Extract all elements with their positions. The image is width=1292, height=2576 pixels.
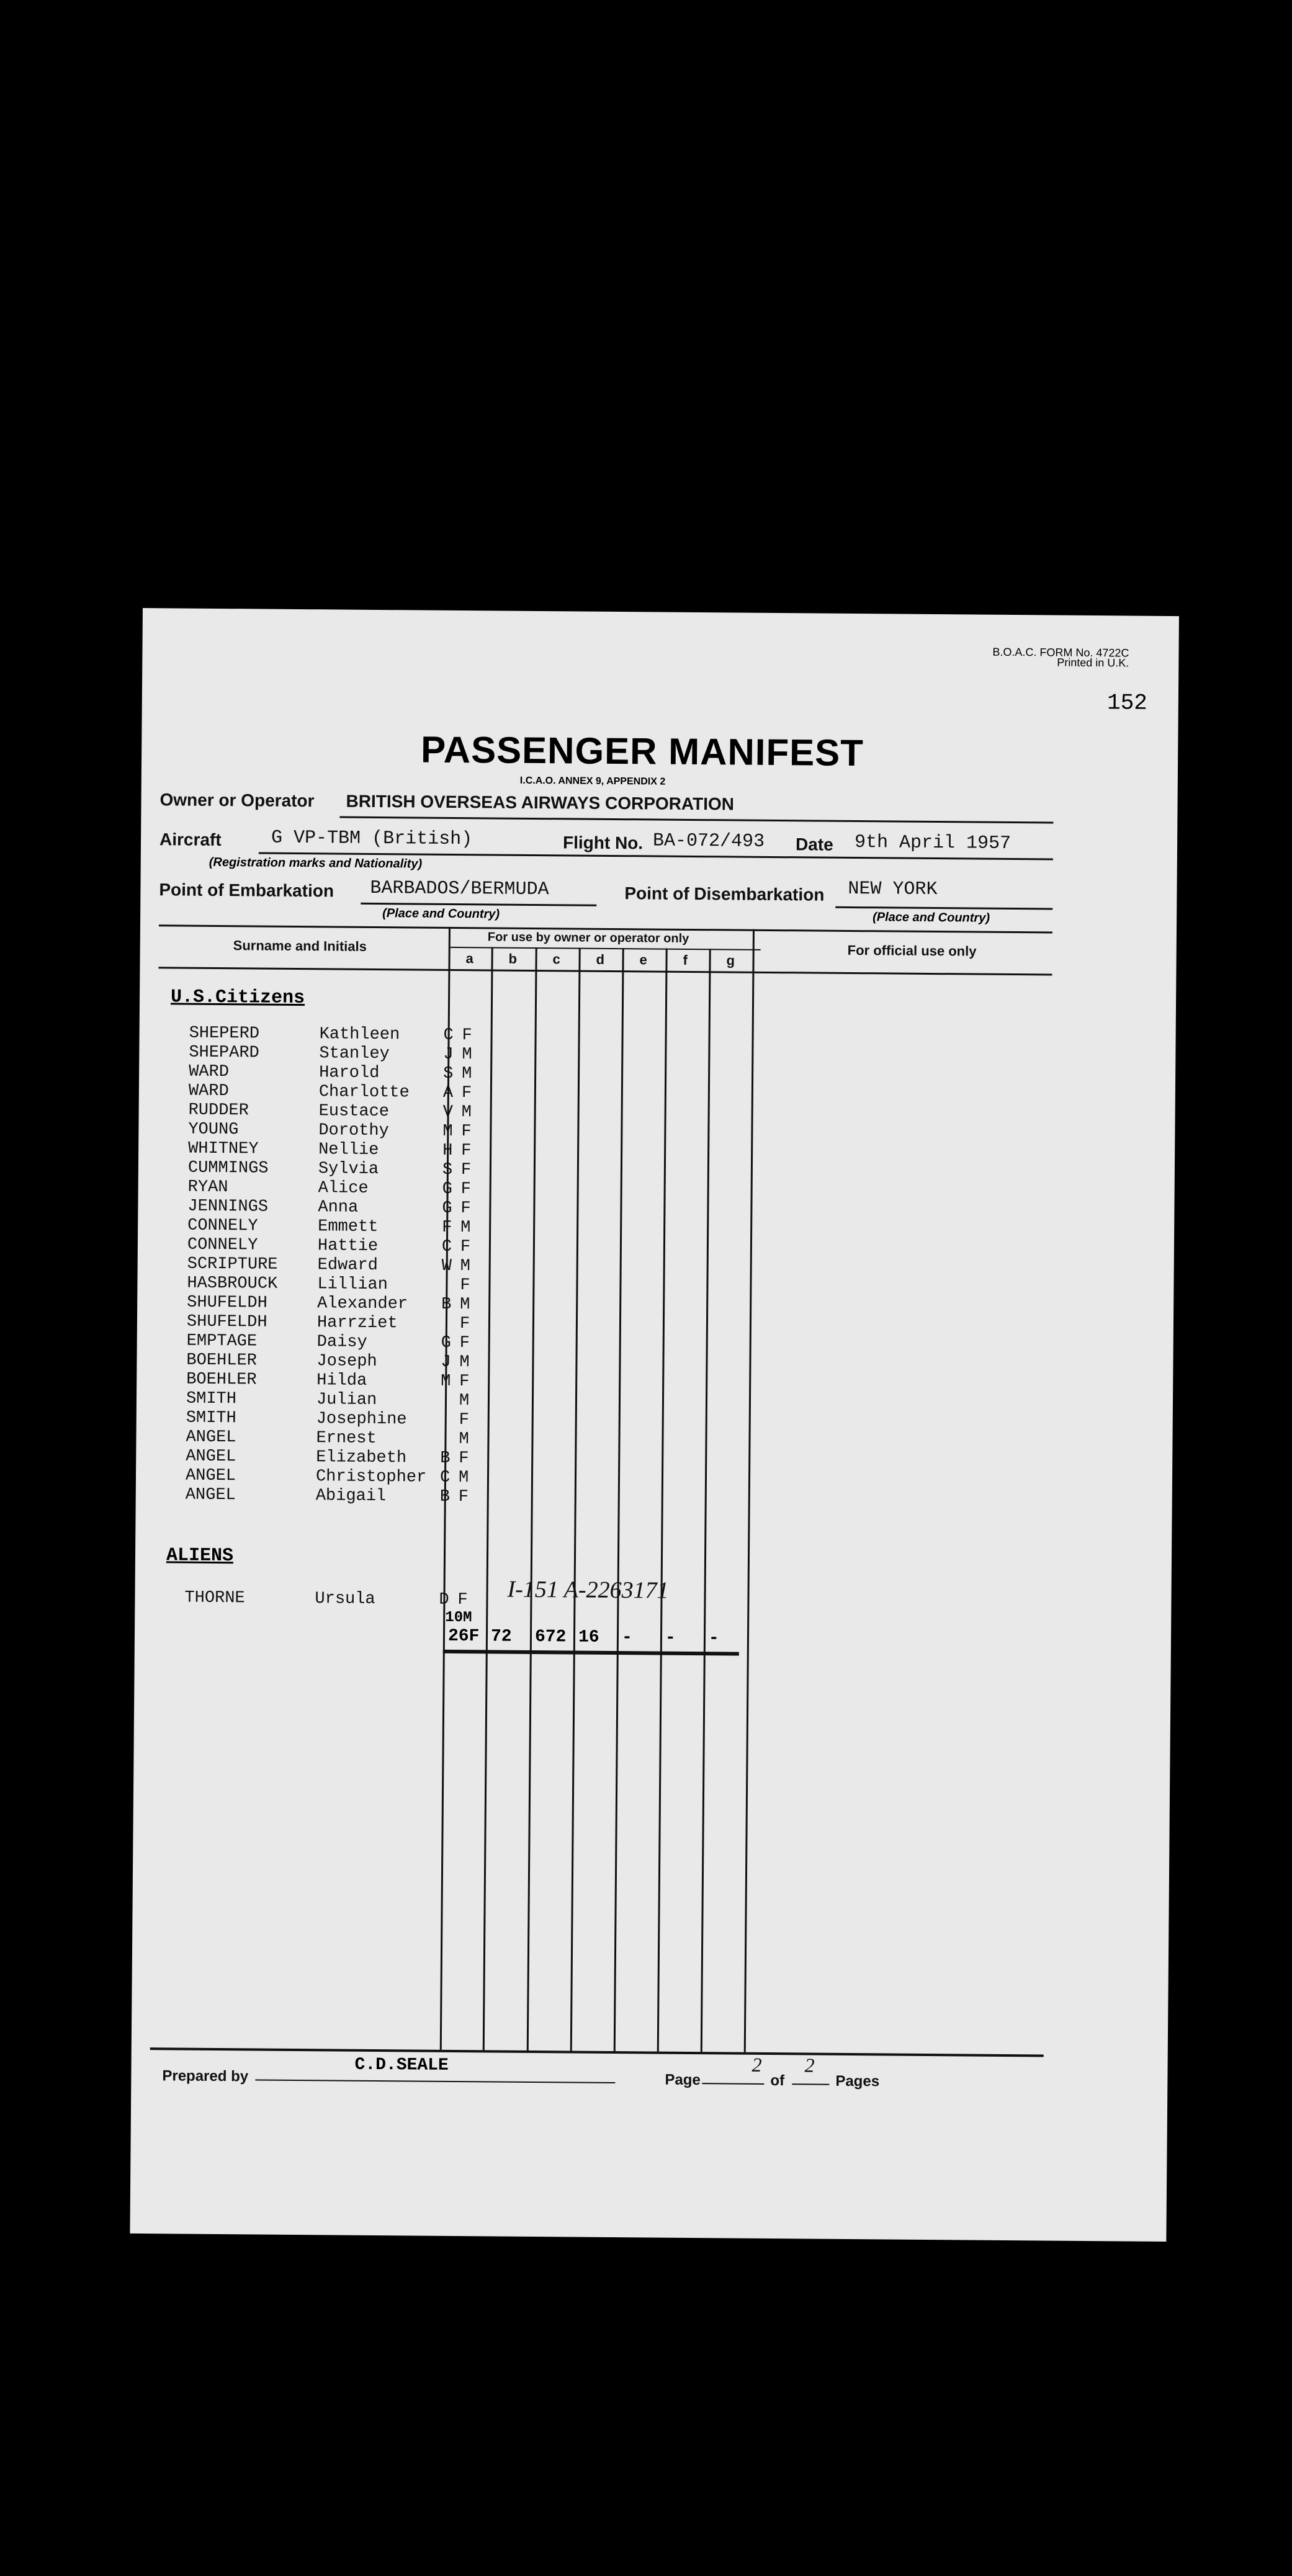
passenger-surname: ANGEL: [186, 1447, 236, 1467]
passenger-sex: F: [461, 1142, 472, 1161]
passenger-init: F: [442, 1218, 452, 1237]
column-lines: [143, 608, 1179, 616]
total-cell: 16: [578, 1627, 599, 1647]
passenger-init: C: [439, 1468, 451, 1487]
passenger-first: Alice: [318, 1179, 369, 1198]
passenger-sex: F: [459, 1315, 470, 1334]
alien-first: Ursula: [315, 1590, 375, 1609]
manifest-subtitle: I.C.A.O. ANNEX 9, APPENDIX 2: [519, 775, 666, 787]
column-divider: [570, 948, 581, 2051]
passenger-init: W: [441, 1256, 452, 1276]
passenger-init: G: [442, 1179, 452, 1199]
passenger-surname: RYAN: [187, 1178, 228, 1197]
total-cell: -: [665, 1628, 676, 1648]
table-header-rule: [158, 967, 1052, 975]
subcol-header: d: [596, 951, 605, 967]
total-cell: -: [708, 1629, 719, 1648]
disembark-label: Point of Disembarkation: [624, 883, 825, 905]
passenger-first: Lillian: [317, 1275, 388, 1295]
subcol-rule: [451, 947, 761, 950]
passenger-first: Dorothy: [318, 1121, 389, 1141]
passenger-first: Harrziet: [316, 1313, 398, 1333]
passenger-first: Kathleen: [319, 1025, 400, 1045]
subcol-header: f: [683, 952, 688, 968]
col-name-header: Surname and Initials: [233, 937, 367, 954]
owner-underline: [339, 816, 1053, 824]
owner-value: BRITISH OVERSEAS AIRWAYS CORPORATION: [346, 791, 735, 814]
page-stamp: 152: [1106, 690, 1148, 716]
passenger-surname: SHUFELDH: [186, 1312, 267, 1332]
passenger-sex: M: [459, 1430, 469, 1449]
passenger-first: Harold: [319, 1063, 380, 1083]
totals-top: 10M: [445, 1609, 472, 1627]
passenger-sex: F: [462, 1026, 472, 1045]
aircraft-value: G VP-TBM (British): [271, 827, 473, 851]
passenger-surname: EMPTAGE: [186, 1331, 258, 1351]
passenger-first: Alexander: [317, 1294, 408, 1314]
passenger-sex: M: [461, 1103, 472, 1122]
passenger-surname: CUMMINGS: [187, 1158, 269, 1178]
pages-label: Pages: [835, 2072, 880, 2090]
section-aliens: ALIENS: [166, 1545, 234, 1567]
footer-rule: [150, 2047, 1044, 2057]
total-cell: 72: [490, 1627, 512, 1647]
passenger-first: Charlotte: [318, 1083, 410, 1102]
passenger-surname: HASBROUCK: [187, 1274, 278, 1294]
passenger-surname: BOEHLER: [186, 1370, 257, 1390]
alien-surname: THORNE: [184, 1588, 245, 1608]
passenger-sex: F: [459, 1449, 469, 1469]
page-underline: [702, 2083, 764, 2085]
passenger-init: C: [443, 1026, 454, 1045]
passenger-sex: F: [461, 1084, 472, 1103]
prepared-underline: [255, 2079, 615, 2083]
passenger-surname: CONNELY: [187, 1235, 258, 1255]
passenger-sex: M: [462, 1045, 472, 1065]
passenger-init: B: [439, 1487, 451, 1506]
total-cell: -: [621, 1628, 632, 1648]
column-divider: [744, 929, 755, 2052]
passenger-init: G: [441, 1333, 452, 1353]
passenger-sex: F: [459, 1372, 470, 1392]
form-code: [992, 647, 1129, 668]
passenger-init: G: [442, 1199, 452, 1218]
alien-annotation: I-151 A-2263171: [507, 1576, 669, 1604]
flight-value: BA-072/493: [652, 830, 765, 852]
subcol-header: g: [726, 952, 735, 968]
passenger-surname: SHUFELDH: [187, 1293, 267, 1313]
passenger-init: A: [442, 1083, 454, 1102]
prepared-label: Prepared by: [162, 2067, 249, 2085]
prepared-value: C.D.SEALE: [354, 2055, 449, 2075]
column-divider: [527, 947, 537, 2051]
of-value: 2: [804, 2054, 815, 2077]
passenger-init: C: [441, 1237, 452, 1256]
passenger-first: Julian: [316, 1390, 377, 1410]
passenger-surname: JENNINGS: [187, 1197, 269, 1217]
passenger-surname: SMITH: [186, 1408, 236, 1428]
passenger-init: M: [441, 1372, 451, 1391]
alien-initial: D: [439, 1590, 449, 1609]
passenger-init: M: [442, 1122, 453, 1141]
passenger-sex: F: [460, 1276, 470, 1295]
form-code-text: B.O.A.C. FORM No. 4722C: [992, 645, 1129, 660]
passenger-sex: F: [459, 1334, 470, 1353]
passenger-first: Christopher: [315, 1467, 427, 1487]
passenger-first: Elizabeth: [316, 1448, 407, 1468]
col-official-header: For official use only: [847, 942, 977, 959]
column-divider: [614, 948, 624, 2051]
passenger-sex: F: [460, 1238, 471, 1257]
passenger-first: Hilda: [316, 1371, 367, 1390]
passenger-init: B: [441, 1295, 452, 1314]
passenger-init: B: [440, 1449, 451, 1468]
passenger-surname: CONNELY: [187, 1216, 258, 1236]
passenger-init: H: [442, 1141, 453, 1160]
subcol-header: b: [508, 950, 518, 967]
manifest-sheet: [130, 608, 1179, 2242]
passenger-surname: ANGEL: [186, 1428, 236, 1447]
passenger-first: Anna: [318, 1198, 359, 1217]
passenger-surname: WHITNEY: [188, 1139, 259, 1159]
passenger-first: Abigail: [315, 1487, 387, 1506]
column-divider: [483, 947, 493, 2050]
passenger-init: S: [443, 1064, 454, 1083]
passenger-first: Nellie: [318, 1140, 379, 1160]
owner-label: Owner or Operator: [159, 790, 315, 811]
manifest-title: PASSENGER MANIFEST: [420, 728, 864, 774]
passenger-first: Daisy: [316, 1333, 367, 1352]
passenger-surname: YOUNG: [188, 1120, 239, 1140]
disembark-underline: [835, 906, 1052, 910]
passenger-first: Ernest: [316, 1429, 377, 1448]
place-note-2: (Place and Country): [873, 910, 990, 925]
passenger-first: Josephine: [316, 1410, 407, 1429]
passenger-init: V: [442, 1102, 453, 1122]
section-us-citizens: U.S.Citizens: [170, 986, 305, 1009]
passenger-first: Stanley: [319, 1044, 390, 1064]
of-underline: [792, 2083, 829, 2085]
passenger-sex: M: [459, 1392, 470, 1411]
date-value: 9th April 1957: [854, 832, 1012, 854]
passenger-init: S: [442, 1160, 453, 1179]
total-cell: 26F: [447, 1626, 480, 1647]
column-divider: [657, 949, 668, 2052]
total-cell: 672: [534, 1627, 567, 1647]
passenger-sex: M: [461, 1065, 472, 1084]
passenger-surname: SHEPERD: [189, 1024, 260, 1044]
passenger-surname: SMITH: [186, 1389, 237, 1409]
place-note-1: (Place and Country): [382, 906, 500, 921]
embark-underline: [361, 903, 596, 906]
subcol-header: e: [639, 952, 647, 968]
passenger-init: J: [441, 1353, 451, 1372]
aircraft-label: Aircraft: [159, 830, 222, 850]
passenger-first: Eustace: [318, 1102, 390, 1122]
passenger-surname: WARD: [189, 1062, 230, 1082]
alien-sex: F: [457, 1591, 468, 1610]
date-label: Date: [795, 834, 833, 854]
subcol-header: c: [552, 951, 560, 967]
embark-value: BARBADOS/BERMUDA: [370, 877, 549, 901]
embark-label: Point of Embarkation: [159, 880, 334, 901]
page-label: Page: [665, 2071, 701, 2089]
passenger-surname: BOEHLER: [186, 1351, 258, 1371]
passenger-first: Emmett: [318, 1217, 379, 1237]
passenger-first: Hattie: [317, 1237, 379, 1256]
passenger-surname: RUDDER: [188, 1101, 249, 1120]
passenger-sex: M: [460, 1257, 471, 1276]
passenger-surname: ANGEL: [185, 1466, 236, 1486]
subcol-header: a: [465, 950, 473, 967]
passenger-sex: M: [459, 1353, 470, 1372]
column-divider: [701, 949, 711, 2052]
disembark-value: NEW YORK: [848, 878, 938, 901]
passenger-sex: F: [460, 1161, 472, 1180]
page-value: 2: [751, 2053, 762, 2076]
passenger-init: J: [443, 1045, 454, 1064]
of-label: of: [770, 2072, 785, 2090]
passenger-first: Edward: [317, 1256, 379, 1276]
col-owner-header: For use by owner or operator only: [487, 930, 689, 946]
flight-label: Flight No.: [562, 833, 644, 853]
passenger-sex: M: [460, 1295, 470, 1315]
passenger-surname: ANGEL: [185, 1485, 236, 1505]
passenger-first: Joseph: [316, 1352, 377, 1372]
passenger-sex: F: [461, 1122, 472, 1142]
passenger-sex: F: [459, 1411, 470, 1430]
passenger-sex: M: [458, 1469, 469, 1488]
passenger-sex: F: [460, 1199, 471, 1219]
passenger-first: Sylvia: [318, 1160, 379, 1179]
registration-note: (Registration marks and Nationality): [209, 855, 423, 871]
passenger-surname: WARD: [188, 1081, 229, 1101]
passenger-sex: F: [460, 1180, 471, 1199]
passenger-surname: SCRIPTURE: [187, 1254, 278, 1274]
passenger-sex: F: [458, 1488, 469, 1507]
passenger-sex: M: [460, 1219, 471, 1238]
printed-text: Printed in U.K.: [1057, 656, 1129, 669]
passenger-surname: SHEPARD: [189, 1043, 259, 1063]
